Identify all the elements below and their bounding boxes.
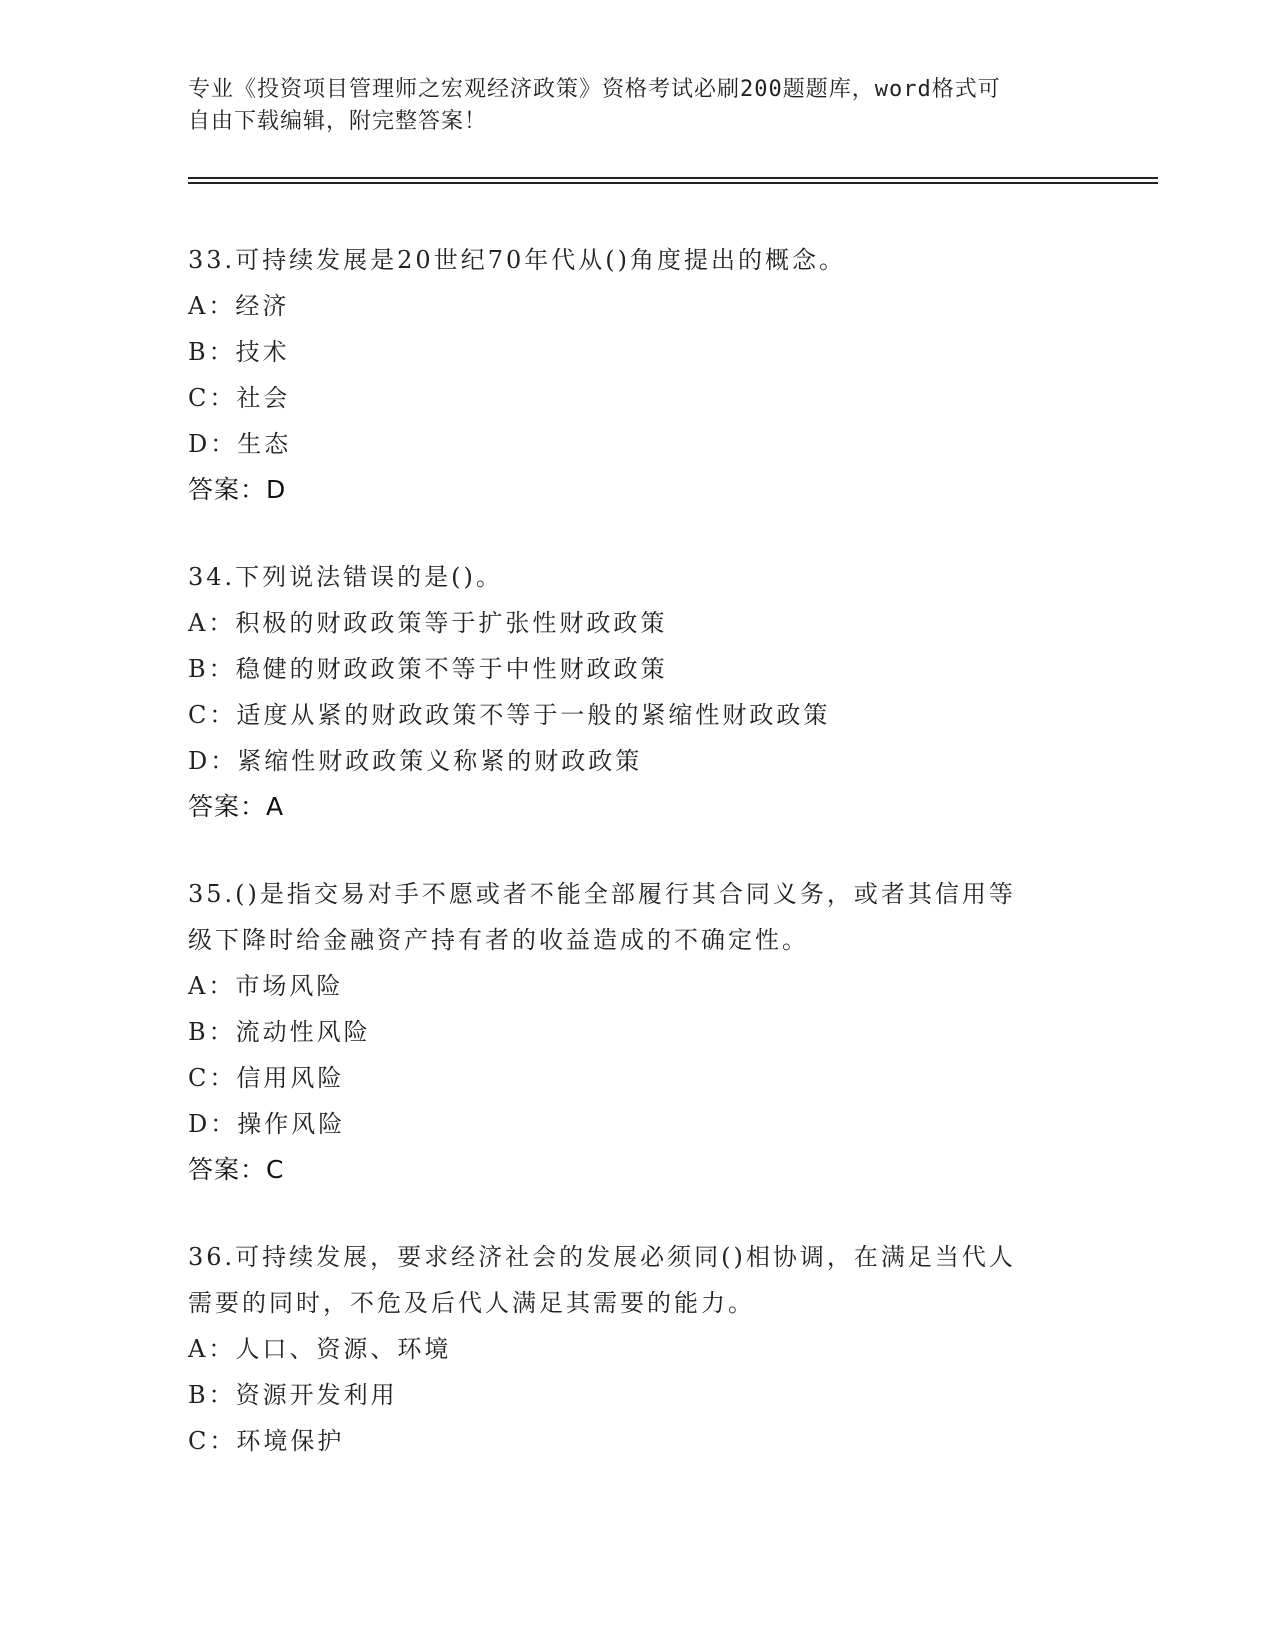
option-c: C：信用风险 [188,1064,345,1092]
question-stem [188,871,1088,963]
question-stem-line: 33.可持续发展是20世纪70年代从()角度提出的概念。 [188,246,846,274]
option-a: A：积极的财政政策等于扩张性财政政策 [188,609,668,637]
option-a: A：市场风险 [188,972,344,1000]
option-d: D：紧缩性财政政策义称紧的财政政策 [188,747,643,775]
question-stem-line: 35.()是指交易对手不愿或者不能全部履行其合同义务，或者其信用等 [188,880,1016,908]
option-c: C：适度从紧的财政政策不等于一般的紧缩性财政政策 [188,701,831,729]
document-header [188,74,1068,138]
question-list [188,237,1088,1505]
header-line-1: 专业《投资项目管理师之宏观经济政策》资格考试必刷200题题库，word格式可 [188,77,1001,102]
question-34 [188,554,1088,830]
question-stem-line: 级下降时给金融资产持有者的收益造成的不确定性。 [188,926,809,954]
option-a: A：经济 [188,292,290,320]
option-d: D：操作风险 [188,1110,346,1138]
question-stem-line: 34.下列说法错误的是()。 [188,563,503,591]
question-stem-line: 需要的同时，不危及后代人满足其需要的能力。 [188,1289,755,1317]
answer-line: 答案：C [188,1155,285,1184]
option-b: B：流动性风险 [188,1018,371,1046]
option-d: D：生态 [188,430,292,458]
option-c: C：环境保护 [188,1427,345,1455]
option-c: C：社会 [188,384,291,412]
option-a: A：人口、资源、环境 [188,1335,452,1363]
question-36 [188,1234,1088,1464]
question-stem [188,237,1088,283]
question-stem-line: 36.可持续发展，要求经济社会的发展必须同()相协调，在满足当代人 [188,1243,1016,1271]
answer-line: 答案：D [188,475,287,504]
option-b: B：资源开发利用 [188,1381,398,1409]
question-35 [188,871,1088,1193]
header-divider-bottom [188,182,1158,184]
question-33 [188,237,1088,513]
answer-line: 答案：A [188,792,285,821]
header-divider-top [188,177,1158,179]
option-b: B：稳健的财政政策不等于中性财政政策 [188,655,668,683]
question-stem [188,1234,1088,1326]
header-line-2: 自由下载编辑，附完整答案！ [188,109,488,134]
question-stem [188,554,1088,600]
option-b: B：技术 [188,338,290,366]
